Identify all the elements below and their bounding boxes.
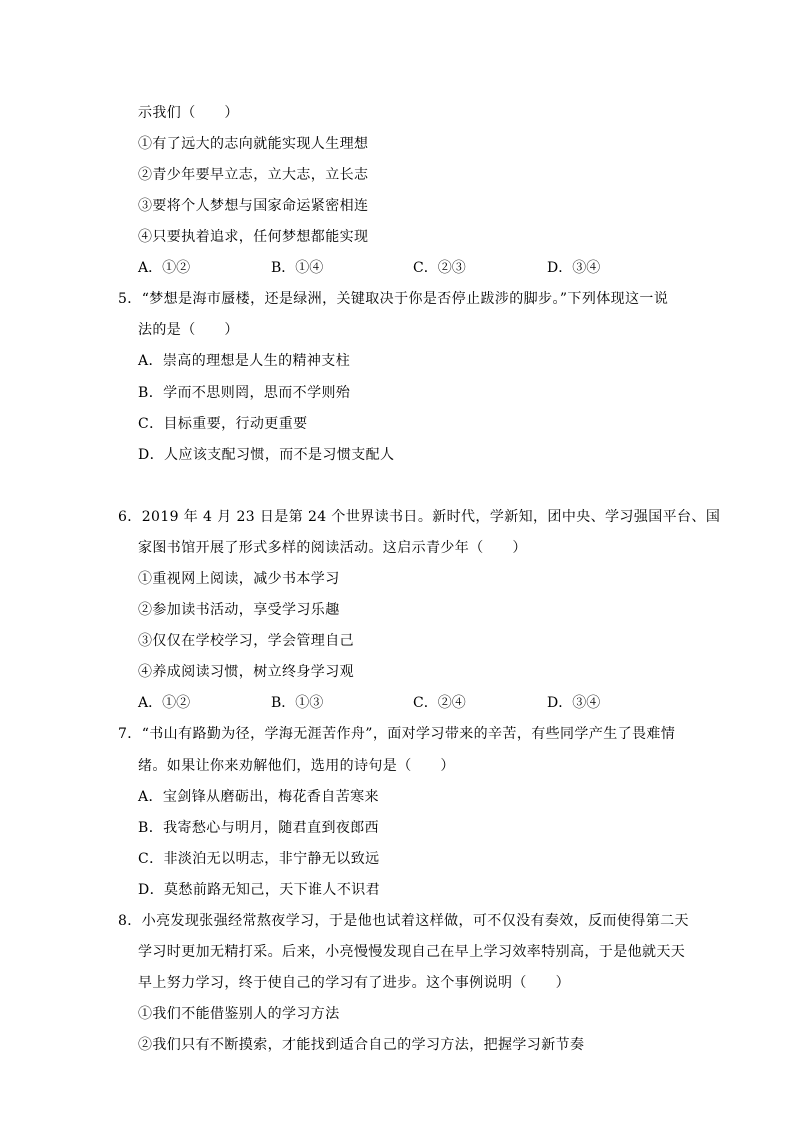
q5-option-b: B．学而不思则罔，思而不学则殆 [138, 385, 351, 401]
q8-stem-line-1: 8．小亮发现张强经常熬夜学习，于是他也试着这样做，可不仅没有奏效，反而使得第二天 [118, 913, 689, 929]
q4-option-d: D．③④ [547, 260, 601, 276]
q8-item-1: ①我们不能借鉴别人的学习方法 [138, 1006, 340, 1022]
q6-item-3: ③仅仅在学校学习，学会管理自己 [138, 633, 354, 649]
q4-item-3: ③要将个人梦想与国家命运紧密相连 [138, 198, 369, 214]
q5-option-c: C．目标重要，行动更重要 [138, 416, 308, 432]
q5-option-d: D．人应该支配习惯，而不是习惯支配人 [138, 447, 395, 463]
q6-option-a: A．①② [138, 695, 191, 711]
q8-stem-line-2: 学习时更加无精打采。后来，小亮慢慢发现自己在早上学习效率特别高，于是他就天天 [138, 944, 686, 960]
q4-item-1: ①有了远大的志向就能实现人生理想 [138, 136, 369, 152]
q7-option-d: D．莫愁前路无知己，天下谁人不识君 [138, 882, 381, 898]
q7-stem-line-1: 7．“书山有路勤为径，学海无涯苦作舟”，面对学习带来的辛苦，有些同学产生了畏难情 [118, 726, 676, 742]
q8-stem-line-3: 早上努力学习，终于使自己的学习有了进步。这个事例说明（ ） [138, 975, 570, 991]
q6-item-2: ②参加读书活动，享受学习乐趣 [138, 602, 340, 618]
q7-option-a: A．宝剑锋从磨砺出，梅花香自苦寒来 [138, 789, 379, 805]
q7-option-c: C．非淡泊无以明志，非宁静无以致远 [138, 851, 380, 867]
q5-stem-line-2: 法的是（ ） [138, 322, 239, 338]
q4-stem-continuation: 示我们（ ） [138, 105, 239, 121]
q6-stem-line-1: 6．2019 年 4 月 23 日是第 24 个世界读书日。新时代，学新知，团中央、学习强国平台、国 [118, 509, 721, 525]
q7-option-b: B．我寄愁心与明月，随君直到夜郎西 [138, 820, 380, 836]
q6-item-4: ④养成阅读习惯，树立终身学习观 [138, 664, 354, 680]
q7-stem-line-2: 绪。如果让你来劝解他们，选用的诗句是（ ） [138, 758, 455, 774]
q8-item-2: ②我们只有不断摸索，才能找到适合自己的学习方法，把握学习新节奏 [138, 1037, 585, 1053]
q4-option-a: A．①② [138, 260, 191, 276]
q6-option-c: C．②④ [413, 695, 466, 711]
q5-stem-line-1: 5．“梦想是海市蜃楼，还是绿洲，关键取决于你是否停止跋涉的脚步。”下列体现这一说 [118, 291, 669, 307]
q6-option-b: B．①③ [271, 695, 324, 711]
q6-option-d: D．③④ [547, 695, 601, 711]
q6-item-1: ①重视网上阅读，减少书本学习 [138, 571, 340, 587]
q6-stem-line-2: 家图书馆开展了形式多样的阅读活动。这启示青少年（ ） [138, 540, 527, 556]
q5-option-a: A．崇高的理想是人生的精神支柱 [138, 353, 351, 369]
q4-option-b: B．①④ [271, 260, 324, 276]
q4-item-2: ②青少年要早立志，立大志，立长志 [138, 167, 369, 183]
q4-item-4: ④只要执着追求，任何梦想都能实现 [138, 229, 369, 245]
q4-option-c: C．②③ [413, 260, 466, 276]
